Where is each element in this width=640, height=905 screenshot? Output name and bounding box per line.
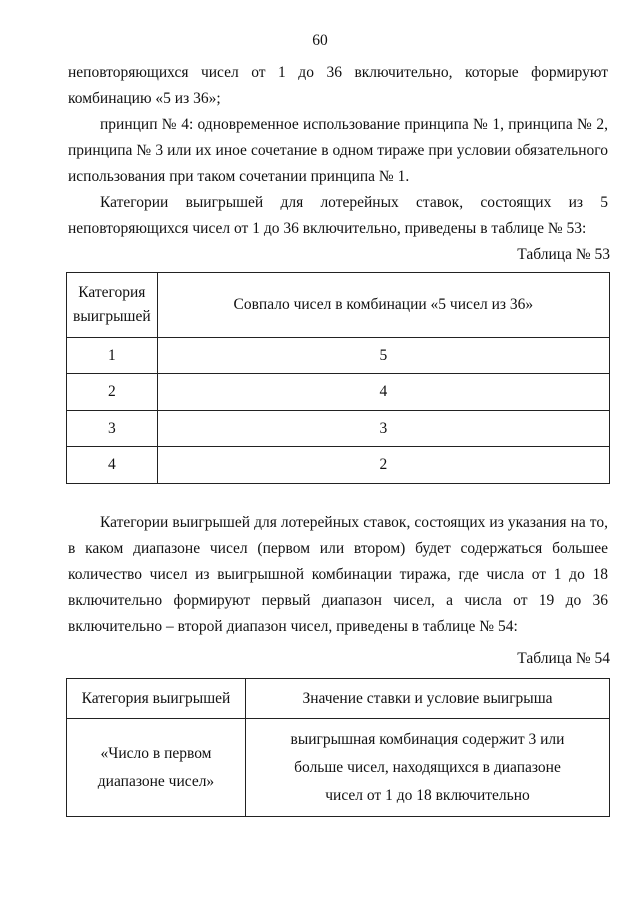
table-row (67, 719, 610, 817)
table-header-row (67, 273, 610, 338)
table-cell: 3 (67, 411, 158, 447)
table-row (67, 338, 610, 374)
page-number: 60 (312, 32, 328, 49)
paragraph: неповторяющихся чисел от 1 до 36 включительно, которые формируют комбинацию «5 из 36»; (68, 64, 608, 107)
table-cell: 2 (157, 447, 609, 484)
table-cell: выигрышная комбинация содержит 3 или больше чисел, находящихся в диапазоне чисел от 1 до 18 включительно (246, 719, 610, 817)
table-cell: 2 (67, 374, 158, 411)
page-body (66, 60, 610, 817)
table-header-row (67, 679, 610, 719)
table-cell: 3 (157, 411, 609, 447)
paragraph: Категории выигрышей для лотерейных ставок, состоящих из указания на то, в каком диапазоне чисел (первом или втором) будет содержаться большее количество чисел из выигрышной комбинации тиража, где числа от 1 до 18 включительно формируют первый диапазон чисел, а числа от 19 до 36 включительно – второй диапазон чисел, приведены в таблице № 54: (68, 514, 608, 635)
paragraph: принцип № 4: одновременное использование принципа № 1, принципа № 2, принципа № 3 или их иное сочетание в одном тираже при условии обязательного использования при таком сочетании принципа № 1. (68, 116, 608, 185)
table-header-cell: Категория выигрышей (67, 679, 246, 719)
table-54 (66, 678, 610, 817)
table-cell: 4 (157, 374, 609, 411)
table-header-cell: Совпало чисел в комбинации «5 чисел из 36» (157, 273, 609, 338)
paragraph: Категории выигрышей для лотерейных ставок, состоящих из 5 неповторяющихся чисел от 1 до 36 включительно, приведены в таблице № 53: (68, 194, 608, 237)
table-cell: 5 (157, 338, 609, 374)
table-header-cell: Категория выигрышей (67, 273, 158, 338)
table-53-caption: Таблица № 53 (517, 246, 610, 263)
table-header-cell: Значение ставки и условие выигрыша (246, 679, 610, 719)
table-cell: 4 (67, 447, 158, 484)
table-row (67, 447, 610, 484)
table-cell: «Число в первом диапазоне чисел» (67, 719, 246, 817)
table-53 (66, 272, 610, 484)
table-row (67, 411, 610, 447)
table-row (67, 374, 610, 411)
table-cell: 1 (67, 338, 158, 374)
table-54-caption: Таблица № 54 (517, 650, 610, 667)
